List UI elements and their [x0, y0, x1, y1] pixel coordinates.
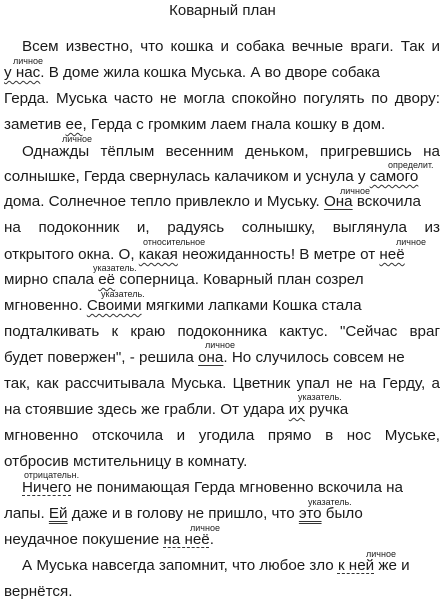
text-fragment: неожиданность! В метре от — [177, 246, 380, 263]
text-fragment: вскочила — [352, 193, 421, 210]
text-line-1 — [22, 38, 440, 56]
text-line-9 — [4, 246, 440, 264]
text-line-10 — [4, 271, 440, 289]
text-fragment: отбросив мстительницу в комнату. — [4, 453, 248, 470]
text-line-5 — [22, 143, 440, 161]
text-fragment: . Но случилось совсем не — [223, 349, 405, 366]
text-fragment: мирно спала — [4, 271, 99, 288]
marked-word: на неё — [163, 531, 210, 548]
pronoun-note: личное — [366, 549, 396, 559]
demonstrative-note: указатель. — [308, 497, 352, 507]
text-fragment: солнышке, Герда свернулась калачиком и уснула у — [4, 168, 370, 185]
relative-note: относительное — [143, 237, 206, 247]
marked-word: к ней — [337, 557, 375, 574]
text-fragment: заметив — [4, 116, 66, 133]
page-title: Коварный план — [169, 2, 276, 19]
text-line-6 — [4, 168, 440, 186]
text-fragment: , Герда с громким лаем гнала кошку в дом. — [82, 116, 386, 133]
text-line-3 — [4, 90, 440, 108]
demonstrative-note: указатель. — [101, 289, 145, 299]
text-line-8 — [4, 219, 440, 237]
text-line-19 — [4, 505, 440, 523]
text-line-11 — [4, 297, 440, 315]
text-line-20 — [4, 531, 440, 549]
text-fragment: ручка — [304, 401, 349, 418]
text-fragment: А Муська навсегда запомнит, что любое зло — [22, 557, 338, 574]
text-fragment: на стоявшие здесь же грабли. От удара — [4, 401, 289, 418]
text-fragment: Герда. Муська часто не могла спокойно погулять по двору: — [4, 90, 440, 107]
text-fragment: так, как рассчитывала Муська. Цветник упал не на Герду, а — [4, 375, 440, 392]
text-fragment: мгновенно отскочила и угодила прямо в нос Муське, — [4, 427, 440, 444]
text-fragment: . — [209, 531, 214, 548]
text-fragment: вернётся. — [4, 583, 73, 600]
marked-word: Она — [323, 193, 353, 210]
text-fragment: дома. Солнечное тепло привлекло и Муську. — [4, 193, 324, 210]
text-line-7 — [4, 193, 440, 211]
negative-note: отрицательн. — [24, 470, 80, 480]
text-fragment: будет повержен", - решила — [4, 349, 199, 366]
text-fragment: . В доме жила кошка Муська. А во дворе собака — [40, 64, 380, 81]
pronoun-note: личное — [190, 523, 220, 533]
text-fragment: Однажды тёплым весенним деньком, пригревшись на — [22, 143, 440, 160]
text-line-4 — [4, 116, 440, 134]
text-fragment: было — [321, 505, 363, 522]
text-fragment: открытого окна. О, — [4, 246, 139, 263]
determinative-note: определит. — [388, 160, 434, 170]
marked-word: какая — [138, 246, 178, 263]
marked-word: Ей — [48, 505, 68, 522]
marked-word: ее — [65, 116, 83, 133]
text-line-12 — [4, 323, 440, 341]
pronoun-note: личное — [340, 186, 370, 196]
marked-word: Ничего — [22, 479, 72, 496]
marked-word: это — [298, 505, 322, 522]
demonstrative-note: указатель. — [93, 263, 137, 273]
text-line-22 — [4, 583, 440, 601]
text-line-17 — [4, 453, 440, 471]
marked-word: самого — [369, 168, 419, 185]
text-fragment: подталкивать к краю подоконника кактус. "Сейчас враг — [4, 323, 440, 340]
marked-word: она — [198, 349, 224, 366]
pronoun-note: личное — [62, 134, 92, 144]
text-fragment: же и — [374, 557, 410, 574]
pronoun-note: личное — [205, 340, 235, 350]
text-line-16 — [4, 427, 440, 445]
marked-word: её — [98, 271, 116, 288]
pronoun-note: личное — [13, 56, 43, 66]
marked-word: Своими — [86, 297, 142, 314]
text-fragment: неудачное покушение — [4, 531, 164, 548]
text-fragment: мягкими лапками Кошка стала — [141, 297, 362, 314]
marked-word: у нас — [4, 64, 41, 81]
text-fragment: соперница. Коварный план созрел — [115, 271, 364, 288]
text-fragment: лапы. — [4, 505, 49, 522]
text-fragment: Всем известно, что кошка и собака вечные враги. Так и — [22, 38, 440, 55]
text-line-21 — [22, 557, 440, 575]
text-line-14 — [4, 375, 440, 393]
text-fragment: мгновенно. — [4, 297, 87, 314]
marked-word: неё — [379, 246, 405, 263]
text-fragment: не понимающая Герда мгновенно вскочила на — [71, 479, 404, 496]
marked-word: их — [288, 401, 305, 418]
text-line-2 — [4, 64, 440, 82]
text-fragment: на подоконник и, радуясь солнышку, выглянула из — [4, 219, 440, 236]
text-line-13 — [4, 349, 440, 367]
text-line-15 — [4, 401, 440, 419]
pronoun-note: личное — [396, 237, 426, 247]
demonstrative-note: указатель. — [298, 392, 342, 402]
text-line-18 — [22, 479, 440, 497]
text-fragment: даже и в голову не пришло, что — [67, 505, 299, 522]
